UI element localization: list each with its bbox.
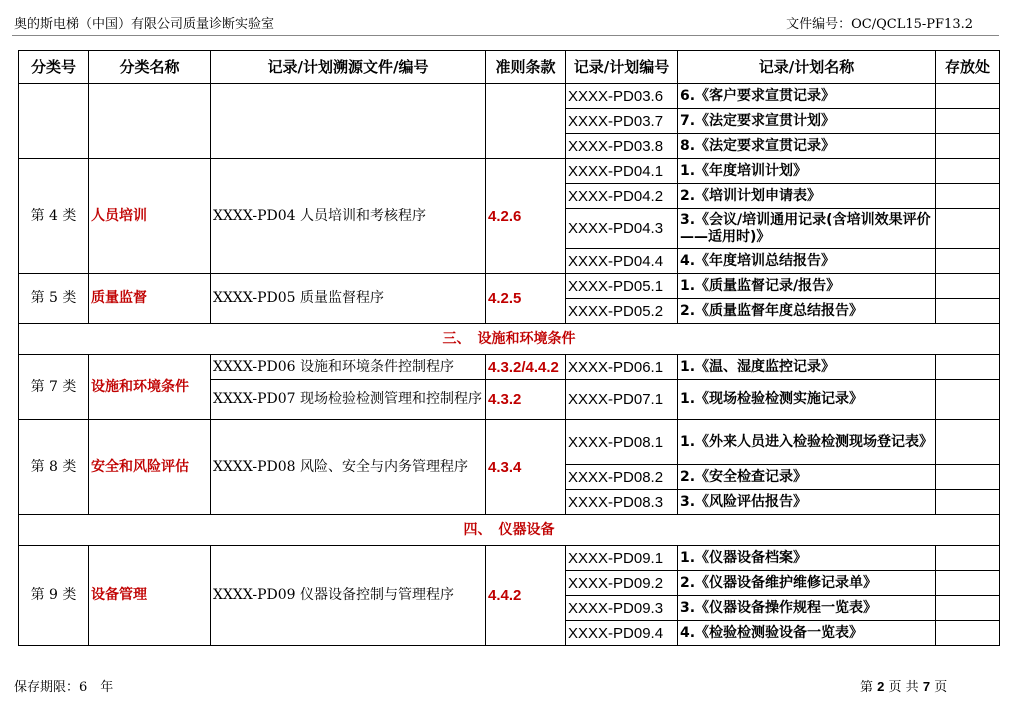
record-number: XXXX-PD05.2: [566, 299, 678, 324]
record-name: 2.《培训计划申请表》: [678, 184, 936, 209]
category-name: 人员培训: [89, 159, 211, 274]
col-storage: 存放处: [936, 51, 1000, 84]
storage-cell: [936, 209, 1000, 249]
company-header: 奥的斯电梯（中国）有限公司质量诊断实验室: [14, 17, 275, 32]
record-name: 3.《会议/培训通用记录(含培训效果评价——适用时)》: [678, 209, 936, 249]
record-number: XXXX-PD03.6: [566, 84, 678, 109]
record-number: XXXX-PD08.2: [566, 465, 678, 490]
source-document: XXXX-PD06 设施和环境条件控制程序: [211, 355, 486, 380]
record-number: XXXX-PD09.1: [566, 546, 678, 571]
page-current: 2: [877, 679, 885, 694]
col-category-name: 分类名称: [89, 51, 211, 84]
record-number: XXXX-PD03.8: [566, 134, 678, 159]
storage-cell: [936, 465, 1000, 490]
col-source-document: 记录/计划溯源文件/编号: [211, 51, 486, 84]
clause-number: 4.3.2/4.4.2: [486, 355, 566, 380]
record-name: 8.《法定要求宣贯记录》: [678, 134, 936, 159]
table-row: [19, 84, 1000, 109]
storage-cell: [936, 621, 1000, 646]
record-name: 2.《仪器设备维护维修记录单》: [678, 571, 936, 596]
category-number: 第 9 类: [19, 546, 89, 646]
storage-cell: [936, 380, 1000, 420]
record-number: XXXX-PD04.2: [566, 184, 678, 209]
record-name: 3.《风险评估报告》: [678, 490, 936, 515]
clause-number: 4.3.2: [486, 380, 566, 420]
record-name: 1.《仪器设备档案》: [678, 546, 936, 571]
record-number: XXXX-PD09.4: [566, 621, 678, 646]
record-number: XXXX-PD09.2: [566, 571, 678, 596]
record-name: 2.《质量监督年度总结报告》: [678, 299, 936, 324]
record-number: XXXX-PD07.1: [566, 380, 678, 420]
storage-cell: [936, 249, 1000, 274]
storage-cell: [936, 596, 1000, 621]
category-name-cell: [89, 84, 211, 159]
table-row: [19, 355, 1000, 380]
storage-cell: [936, 546, 1000, 571]
table-row: [19, 420, 1000, 465]
record-number: XXXX-PD08.1: [566, 420, 678, 465]
source-document: XXXX-PD05 质量监督程序: [211, 274, 486, 324]
record-name: 1.《质量监督记录/报告》: [678, 274, 936, 299]
table-header-row: [19, 51, 1000, 84]
storage-cell: [936, 299, 1000, 324]
category-number: 第 4 类: [19, 159, 89, 274]
record-name: 1.《温、湿度监控记录》: [678, 355, 936, 380]
source-document: XXXX-PD09 仪器设备控制与管理程序: [211, 546, 486, 646]
page-middle: 页 共: [888, 680, 919, 695]
record-number: XXXX-PD04.1: [566, 159, 678, 184]
col-clause: 准则条款: [486, 51, 566, 84]
storage-cell: [936, 274, 1000, 299]
col-record-name: 记录/计划名称: [678, 51, 936, 84]
table-row: [19, 159, 1000, 184]
storage-cell: [936, 109, 1000, 134]
record-number: XXXX-PD04.4: [566, 249, 678, 274]
record-number: XXXX-PD08.3: [566, 490, 678, 515]
records-table: [18, 50, 1000, 646]
storage-cell: [936, 134, 1000, 159]
category-name: 质量监督: [89, 274, 211, 324]
section-title: 四、 仪器设备: [19, 515, 1000, 546]
record-name: 3.《仪器设备操作规程一览表》: [678, 596, 936, 621]
page-total: 7: [922, 679, 931, 694]
page-prefix: 第: [860, 680, 874, 695]
record-name: 1.《现场检验检测实施记录》: [678, 380, 936, 420]
record-name: 4.《年度培训总结报告》: [678, 249, 936, 274]
section-title: 三、 设施和环境条件: [19, 324, 1000, 355]
table-row: [19, 546, 1000, 571]
source-document: XXXX-PD04 人员培训和考核程序: [211, 159, 486, 274]
record-name: 1.《年度培训计划》: [678, 159, 936, 184]
clause-number: 4.3.4: [486, 420, 566, 515]
record-number: XXXX-PD05.1: [566, 274, 678, 299]
record-name: 6.《客户要求宣贯记录》: [678, 84, 936, 109]
storage-cell: [936, 571, 1000, 596]
storage-cell: [936, 84, 1000, 109]
page-indicator: [860, 676, 947, 695]
section-row: [19, 515, 1000, 546]
retention-period: 保存期限：6 年: [14, 680, 114, 695]
category-name: 设施和环境条件: [89, 355, 211, 420]
record-name: 2.《安全检查记录》: [678, 465, 936, 490]
record-number: XXXX-PD03.7: [566, 109, 678, 134]
storage-cell: [936, 355, 1000, 380]
category-number: 第 8 类: [19, 420, 89, 515]
source-document: XXXX-PD08 风险、安全与内务管理程序: [211, 420, 486, 515]
clause-number: 4.4.2: [486, 546, 566, 646]
storage-cell: [936, 184, 1000, 209]
col-category-no: 分类号: [19, 51, 89, 84]
col-record-no: 记录/计划编号: [566, 51, 678, 84]
category-cell: [19, 84, 89, 159]
category-number: 第 5 类: [19, 274, 89, 324]
header-rule: [12, 35, 999, 36]
storage-cell: [936, 490, 1000, 515]
record-name: 4.《检验检测验设备一览表》: [678, 621, 936, 646]
source-document: XXXX-PD07 现场检验检测管理和控制程序: [211, 380, 486, 420]
storage-cell: [936, 420, 1000, 465]
category-number: 第 7 类: [19, 355, 89, 420]
category-name: 设备管理: [89, 546, 211, 646]
record-number: XXXX-PD06.1: [566, 355, 678, 380]
record-number: XXXX-PD04.3: [566, 209, 678, 249]
clause-cell: [486, 84, 566, 159]
document-number: 文件编号：OC/QCL15-PF13.2: [786, 17, 973, 32]
table-row: [19, 274, 1000, 299]
page-suffix: 页: [934, 680, 948, 695]
record-name: 1.《外来人员进入检验检测现场登记表》: [678, 420, 936, 465]
record-name: 7.《法定要求宣贯计划》: [678, 109, 936, 134]
record-number: XXXX-PD09.3: [566, 596, 678, 621]
category-name: 安全和风险评估: [89, 420, 211, 515]
storage-cell: [936, 159, 1000, 184]
clause-number: 4.2.6: [486, 159, 566, 274]
clause-number: 4.2.5: [486, 274, 566, 324]
source-cell: [211, 84, 486, 159]
section-row: [19, 324, 1000, 355]
